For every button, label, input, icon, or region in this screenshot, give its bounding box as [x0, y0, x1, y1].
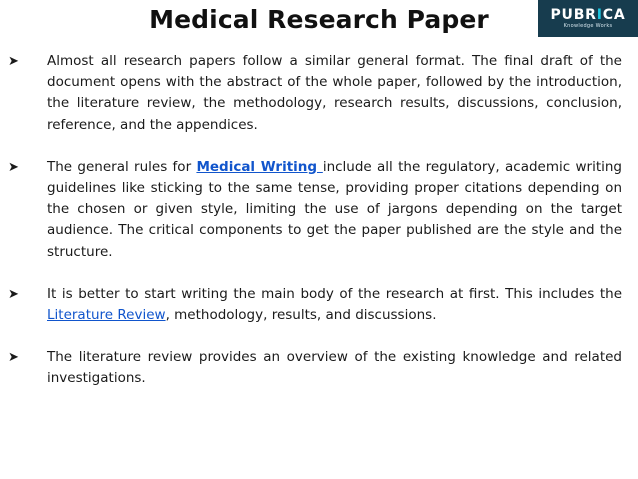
arrowhead-bullet-icon: ➤	[8, 159, 19, 175]
slide-title: Medical Research Paper	[149, 5, 489, 34]
medical-writing-link[interactable]: Medical Writing	[196, 158, 323, 175]
bullet-text-after: , methodology, results, and discussions.	[165, 307, 437, 324]
bullet-item	[8, 51, 622, 136]
bullet-text-before: The general rules for	[47, 158, 197, 175]
bullet-item	[8, 157, 622, 263]
logo-wordmark	[550, 7, 625, 23]
arrowhead-bullet-icon: ➤	[8, 286, 19, 302]
bullet-list	[8, 51, 622, 390]
logo-word-part2: CA	[602, 7, 626, 23]
arrowhead-bullet-icon: ➤	[8, 54, 19, 69]
logo-word-part1: PUBR	[550, 7, 597, 23]
pubrica-logo	[538, 0, 638, 37]
arrowhead-bullet-icon: ➤	[8, 350, 19, 366]
bullet-text-after: include all the regulatory, academic writing guidelines like sticking to the same tense, providing proper citations depending on the chosen or given style, limiting the use of jargons depending on the target audience. The critical components to get the paper published are the style and the structure.	[47, 158, 622, 260]
literature-review-link[interactable]: Literature Review	[47, 307, 166, 324]
bullet-text: Almost all research papers follow a similar general format. The final draft of the document opens with the abstract of the whole paper, followed by the introduction, the literature review, the methodology, research results, discussions, conclusion, reference, and the appendices.	[47, 53, 622, 133]
logo-tagline: Knowledge Works	[563, 23, 613, 29]
bullet-text-before: It is better to start writing the main body of the research at first. This includes the	[47, 285, 622, 302]
bullet-item	[8, 284, 622, 326]
bullet-text: The literature review provides an overview of the existing knowledge and related investigations.	[47, 349, 622, 387]
logo-word-accent: I	[596, 7, 603, 23]
bullet-item	[8, 347, 622, 389]
